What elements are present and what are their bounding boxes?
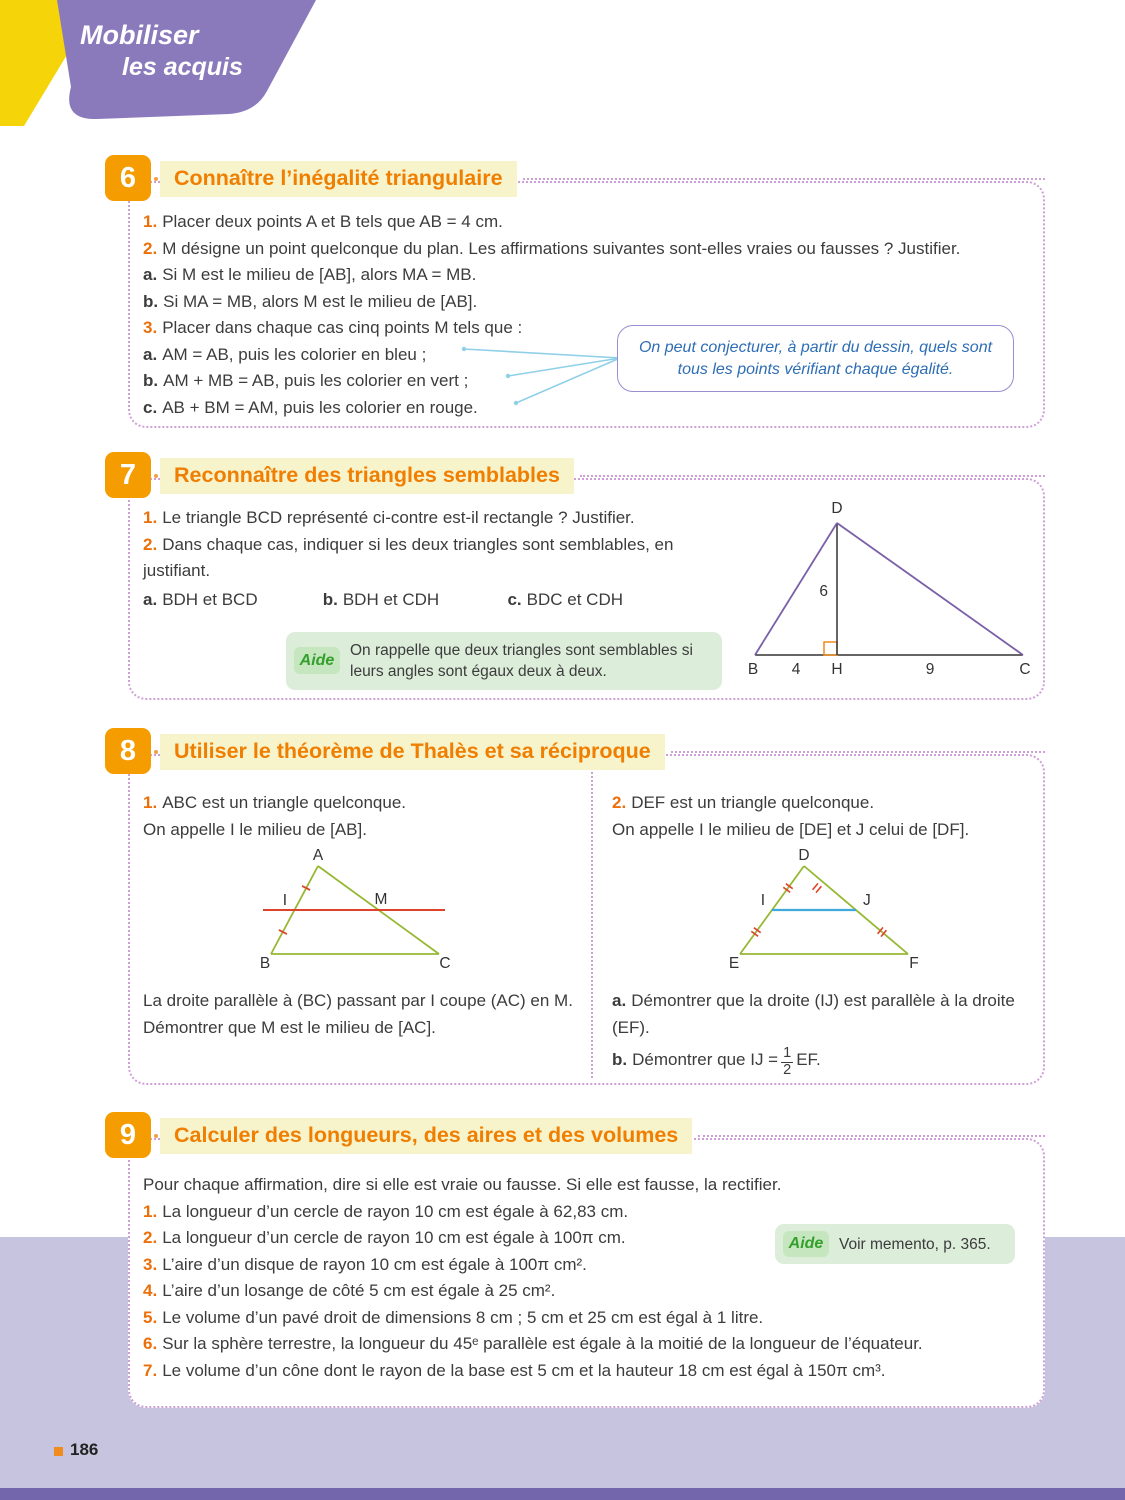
exercise-line <box>612 1046 1032 1079</box>
dotted-leader <box>698 1135 1045 1137</box>
item-number: 1. <box>143 1201 158 1221</box>
section-8-right-questions <box>612 988 1032 1079</box>
item-number: 2. <box>143 238 158 258</box>
item-text: Le triangle BCD représenté ci-contre est-il rectangle ? Justifier. <box>162 508 635 527</box>
item-text: Le volume d’un cône dont le rayon de la base est 5 cm et la hauteur 18 cm est égal à 150π cm³. <box>162 1360 886 1380</box>
item-text: BDH et CDH <box>342 589 440 609</box>
item-text: Démontrer que M est le milieu de [AC]. <box>143 1017 436 1037</box>
exercise-line <box>143 1305 1038 1332</box>
vertex-e-label: E <box>728 955 740 972</box>
section-7-header <box>160 458 1045 494</box>
section-7-exercises <box>143 505 735 613</box>
exercise-line <box>143 236 1038 263</box>
vertex-c-label: C <box>439 955 451 972</box>
item-text: Démontrer que IJ = <box>632 1049 779 1069</box>
exercise-line <box>143 1015 593 1042</box>
item-text: On appelle I le milieu de [AB]. <box>143 819 367 839</box>
ribbon <box>0 0 330 130</box>
section-7-number: 7 <box>105 452 151 498</box>
aide-text: Voir memento, p. 365. <box>839 1236 991 1253</box>
triangle-def-diagram <box>722 848 932 973</box>
vertex-f-label: F <box>909 955 919 972</box>
section-6-number: 6 <box>105 155 151 201</box>
section-7-title: Reconnaître des triangles semblables <box>160 458 574 494</box>
ribbon-title-line1: Mobiliser <box>80 20 199 50</box>
similar-pairs-row <box>143 587 735 614</box>
section-8-title: Utiliser le théorème de Thalès et sa réciproque <box>160 734 665 770</box>
exercise-intro <box>143 1172 1038 1199</box>
item-text: AB + BM = AM, puis les colorier en rouge. <box>162 397 478 417</box>
item-text: Si M est le milieu de [AB], alors MA = MB. <box>162 265 477 284</box>
item-number: 2. <box>143 1228 158 1247</box>
item-text: ABC est un triangle quelconque. <box>162 793 407 812</box>
item-number: 1. <box>143 212 158 231</box>
item-letter: a. <box>143 589 158 609</box>
vertex-b-label: B <box>747 661 759 678</box>
section-8-number: 8 <box>105 728 151 774</box>
tick-mark <box>813 883 818 889</box>
segment-hc-label: 9 <box>925 661 935 678</box>
midpoint-j-label: J <box>863 892 871 909</box>
midpoint-i-label: I <box>282 892 287 909</box>
vertex-d-label: D <box>831 500 843 517</box>
callout-arrows <box>448 332 623 412</box>
pair-b <box>323 587 503 614</box>
item-number: 3. <box>143 1254 158 1274</box>
exercise-line <box>143 817 588 844</box>
vertex-b-label: B <box>259 955 271 972</box>
item-text: EF. <box>796 1049 821 1069</box>
section-9-number: 9 <box>105 1112 151 1158</box>
item-text: La longueur d’un cercle de rayon 10 cm est égale à 62,83 cm. <box>162 1201 629 1221</box>
point-m-label: M <box>374 891 388 908</box>
vertex-c-label: C <box>1019 661 1031 678</box>
item-number: 2. <box>612 793 627 812</box>
section-9-exercises <box>143 1172 1038 1384</box>
exercise-line <box>143 209 1038 236</box>
tick-mark <box>816 886 821 892</box>
ribbon-title-line2: les acquis <box>122 53 243 81</box>
foot-h-label: H <box>831 661 843 678</box>
height-label: 6 <box>819 583 828 600</box>
section-6-title: Connaître l’inégalité triangulaire <box>160 161 517 197</box>
aide-box <box>775 1224 1015 1264</box>
section-8-left-intro <box>143 790 588 843</box>
conjecture-callout: On peut conjecturer, à partir du dessin, quels sont tous les points vérifiant chaque égalité. <box>617 325 1014 392</box>
section-8-header <box>160 734 1045 770</box>
item-letter: a. <box>143 344 158 364</box>
pair-a <box>143 587 318 614</box>
section-8-right-intro <box>612 790 1037 843</box>
exercise-line <box>143 505 735 532</box>
item-number: 1. <box>143 508 158 527</box>
exercise-line <box>612 988 1032 1041</box>
item-text: La longueur d’un cercle de rayon 10 cm est égale à 100π cm. <box>162 1228 626 1247</box>
item-letter: b. <box>612 1049 628 1069</box>
dotted-leader <box>523 178 1045 180</box>
item-text: BDH et BCD <box>162 589 258 609</box>
dotted-leader <box>580 475 1045 477</box>
item-text: Sur la sphère terrestre, la longueur du 45ᵉ parallèle est égale à la moitié de la longueur de l’équateur. <box>162 1334 923 1353</box>
exercise-line <box>612 817 1037 844</box>
item-number: 2. <box>143 534 158 554</box>
right-angle-mark <box>824 642 837 655</box>
item-text: La droite parallèle à (BC) passant par I coupe (AC) en M. <box>143 991 573 1010</box>
item-letter: b. <box>143 371 159 390</box>
dotted-leader <box>671 751 1045 753</box>
section-6-header <box>160 161 1045 197</box>
item-text: M désigne un point quelconque du plan. Les affirmations suivantes sont-elles vraies ou fausses ? Justifier. <box>162 238 961 258</box>
aide-text: On rappelle que deux triangles sont semblables si leurs angles sont égaux deux à deux. <box>350 642 693 680</box>
item-text: L’aire d’un losange de côté 5 cm est égale à 25 cm². <box>162 1281 556 1300</box>
exercise-line <box>143 1331 1038 1358</box>
item-number: 1. <box>143 793 158 812</box>
triangle-bcd-diagram <box>740 497 1040 682</box>
aide-chip: Aide <box>783 1231 829 1257</box>
item-text: AM + MB = AB, puis les colorier en vert ; <box>163 371 469 390</box>
item-text: Si MA = MB, alors M est le milieu de [AB]. <box>163 291 478 311</box>
connector-dots <box>154 750 158 754</box>
connector-dots <box>154 177 158 181</box>
aide-chip: Aide <box>294 647 340 674</box>
section-9-header <box>160 1118 1045 1154</box>
exercise-line <box>143 1358 1038 1385</box>
exercise-line <box>143 262 1038 289</box>
midpoint-i-label: I <box>760 892 765 909</box>
item-number: 6. <box>143 1334 158 1353</box>
section-8-left-questions <box>143 988 593 1041</box>
item-text: Le volume d’un pavé droit de dimensions 8 cm ; 5 cm et 25 cm est égal à 1 litre. <box>162 1307 764 1327</box>
item-text: Dans chaque cas, indiquer si les deux triangles sont semblables, en justifiant. <box>143 534 674 580</box>
connector-dots <box>154 474 158 478</box>
pair-c <box>507 587 623 614</box>
item-text: Placer dans chaque cas cinq points M tels que : <box>162 318 523 337</box>
item-letter: a. <box>612 991 627 1010</box>
exercise-line <box>143 988 593 1015</box>
item-text: DEF est un triangle quelconque. <box>631 793 875 812</box>
vertex-a-label: A <box>312 848 324 864</box>
section-9-title: Calculer des longueurs, des aires et des volumes <box>160 1118 692 1154</box>
item-number: 4. <box>143 1281 158 1300</box>
bottom-purple-bar <box>0 1488 1125 1500</box>
exercise-line <box>143 532 735 585</box>
item-letter: c. <box>143 397 158 417</box>
item-letter: a. <box>143 265 158 284</box>
item-text: On appelle I le milieu de [DE] et J celui de [DF]. <box>612 819 970 839</box>
item-letter: b. <box>322 589 338 609</box>
item-text: AM = AB, puis les colorier en bleu ; <box>162 344 427 364</box>
exercise-line <box>143 289 1038 316</box>
item-number: 5. <box>143 1307 158 1327</box>
item-number: 7. <box>143 1360 158 1380</box>
exercise-line <box>143 1199 1038 1226</box>
item-text: BDC et CDH <box>526 589 624 609</box>
aide-box <box>286 632 722 690</box>
item-text: Placer deux points A et B tels que AB = 4 cm. <box>162 212 503 231</box>
item-letter: b. <box>143 291 159 311</box>
exercise-line <box>612 790 1037 817</box>
item-letter: c. <box>507 589 522 609</box>
page-number-bullet <box>54 1447 63 1456</box>
page-number: 186 <box>70 1440 99 1459</box>
item-number: 3. <box>143 318 158 337</box>
segment-bh-label: 4 <box>791 661 801 678</box>
item-text: L’aire d’un disque de rayon 10 cm est égale à 100π cm². <box>162 1254 587 1274</box>
vertex-d-label: D <box>798 848 810 864</box>
triangle-abc-diagram <box>253 848 463 973</box>
exercise-line <box>143 790 588 817</box>
connector-dots <box>154 1134 158 1138</box>
item-text: Démontrer que la droite (IJ) est parallèle à la droite (EF). <box>612 991 1015 1037</box>
exercise-line <box>143 1278 1038 1305</box>
item-text: Pour chaque affirmation, dire si elle est vraie ou fausse. Si elle est fausse, la rectifier. <box>143 1175 782 1194</box>
fraction-one-half: $\frac{1}{2}$ <box>783 1045 792 1078</box>
